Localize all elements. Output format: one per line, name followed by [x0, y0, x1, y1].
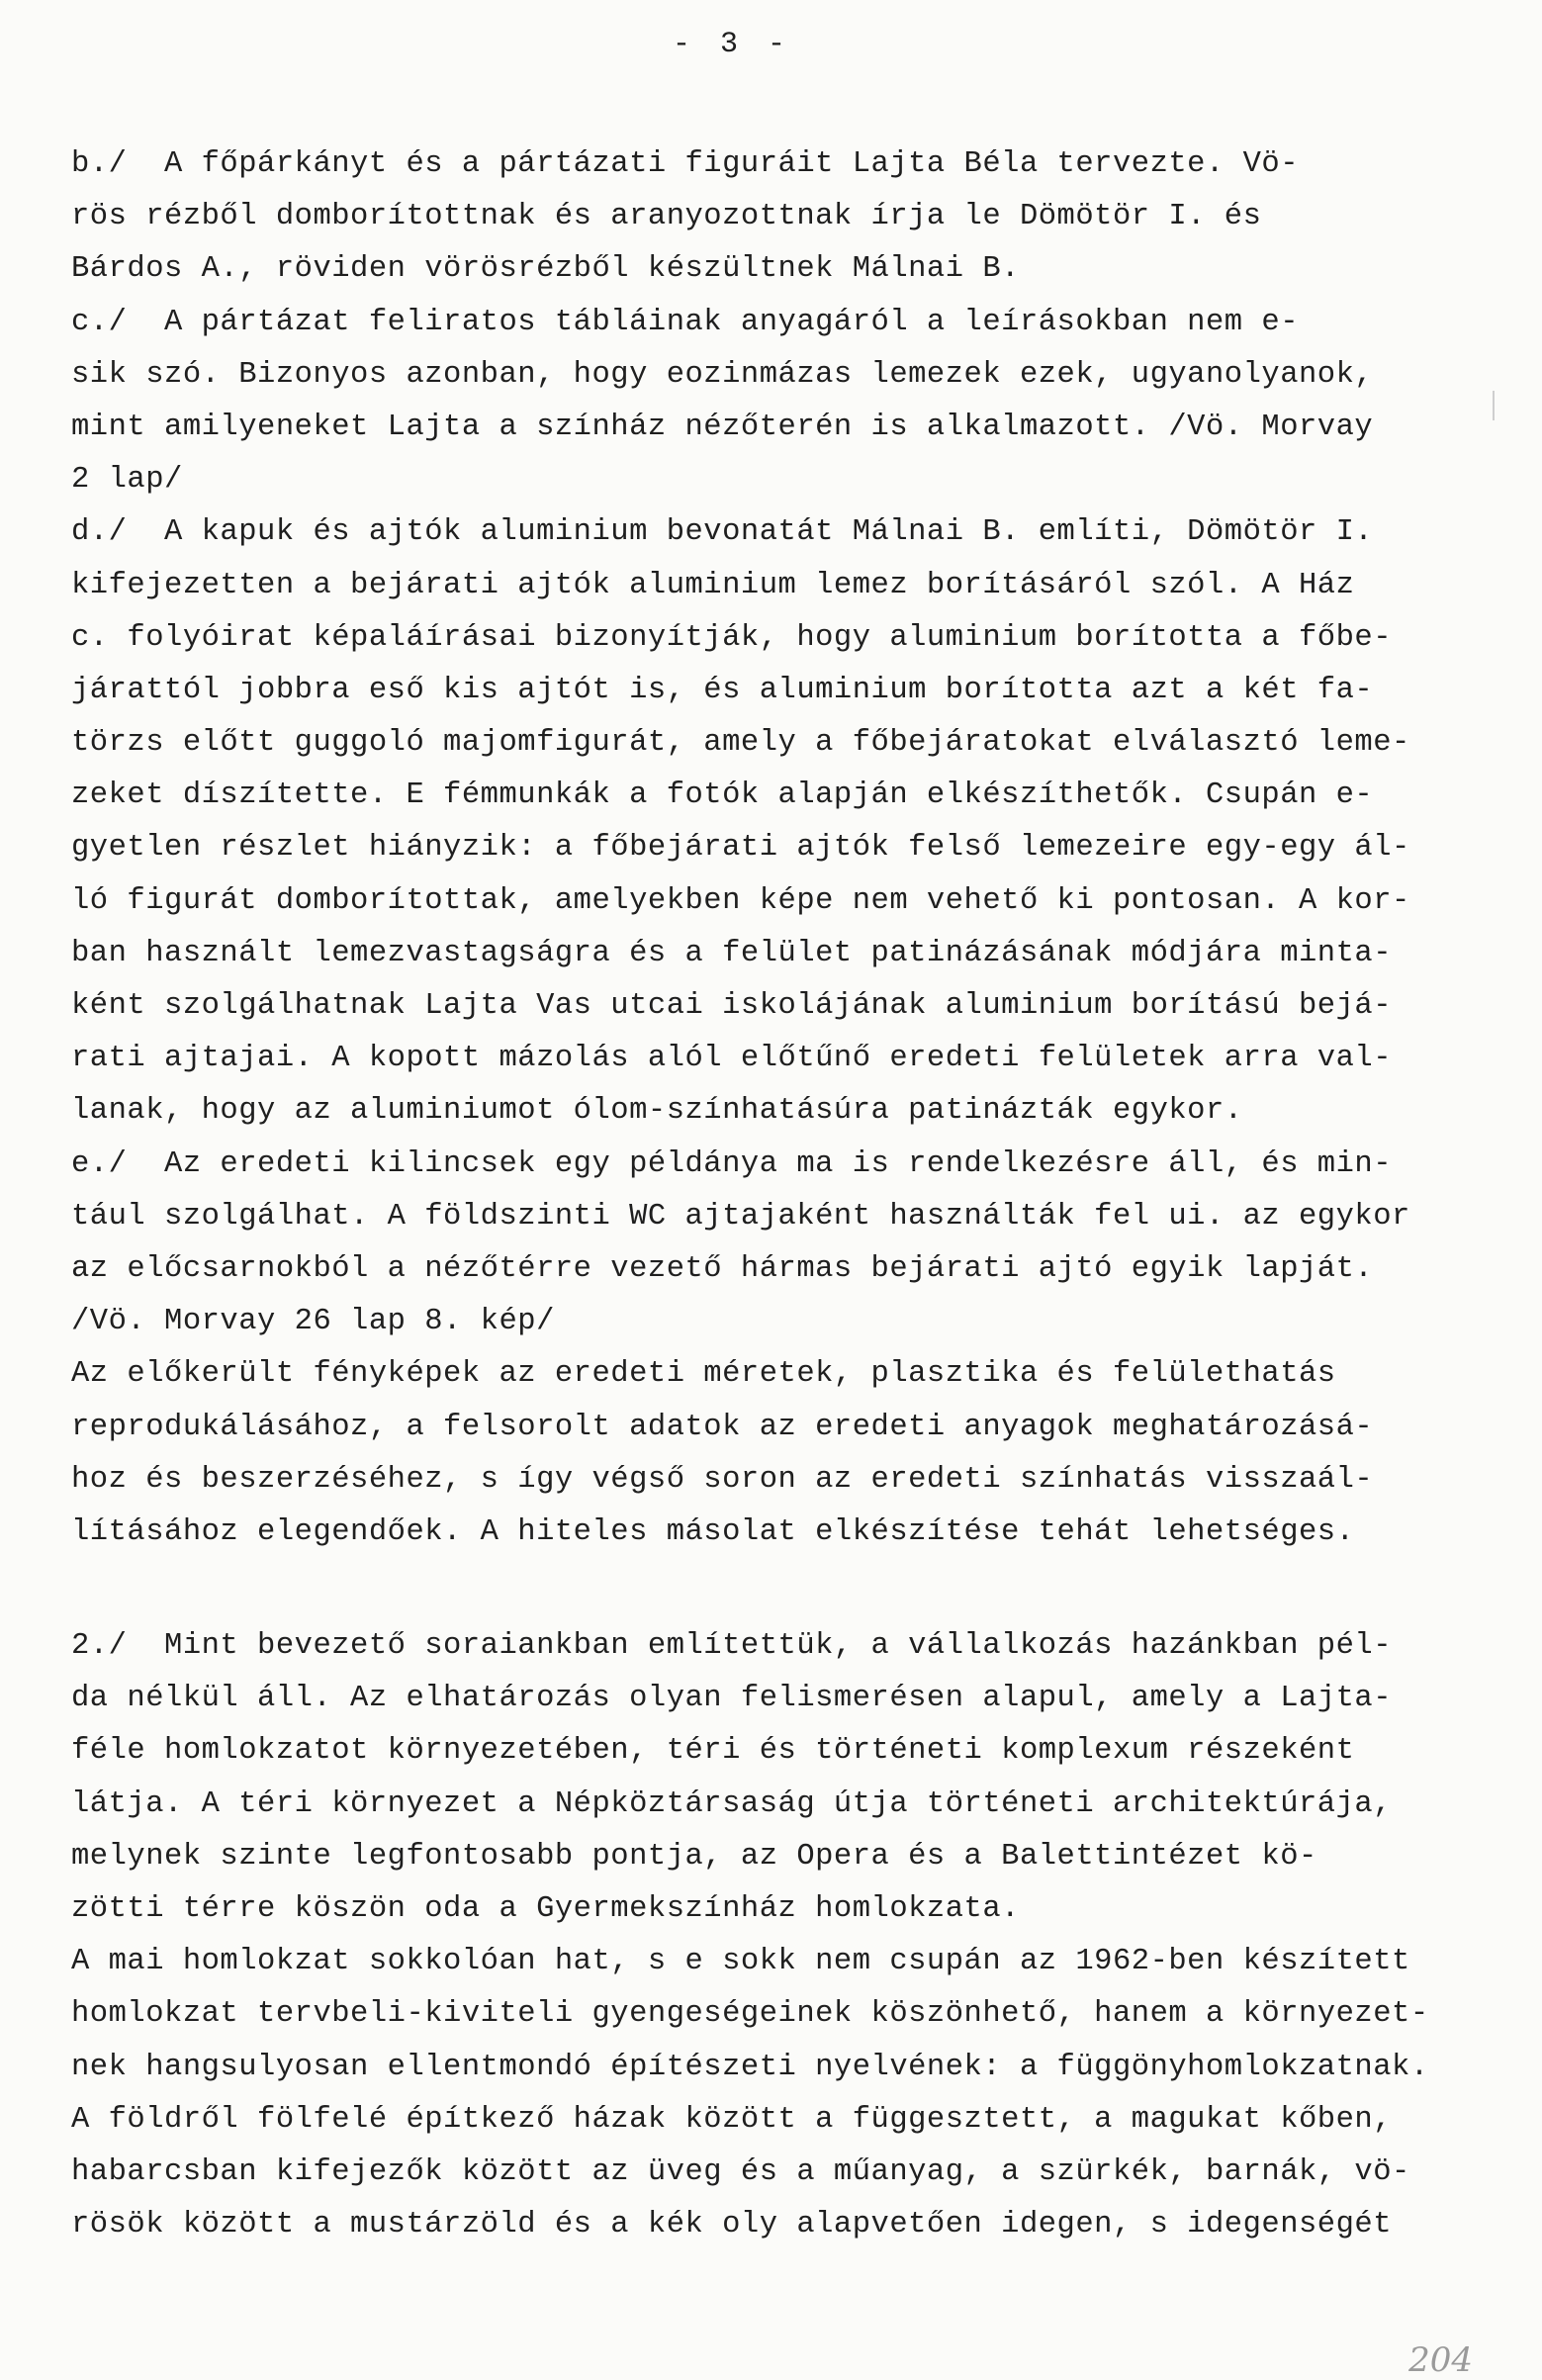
text-line: homlokzat tervbeli-kiviteli gyengeségeinek köszönhető, hanem a környezet-: [71, 1997, 1429, 2032]
text-line: d./ A kapuk és ajtók aluminium bevonatát Málnai B. említi, Dömötör I.: [71, 515, 1374, 550]
text-line: tául szolgálhat. A földszinti WC ajtajaként használták fel ui. az egykor: [71, 1199, 1410, 1234]
text-line: c./ A pártázat feliratos tábláinak anyagáról a leírásokban nem e-: [71, 305, 1299, 339]
text-line: melynek szinte legfontosabb pontja, az Opera és a Balettintézet kö-: [71, 1839, 1317, 1874]
section-b-to-e: [71, 138, 1486, 1559]
text-line: Bárdos A., röviden vörösrézből készültnek Málnai B.: [71, 252, 1020, 287]
text-line: sik szó. Bizonyos azonban, hogy eozinmázas lemezek ezek, ugyanolyanok,: [71, 357, 1374, 392]
text-line: zeket díszítette. E fémmunkák a fotók alapján elkészíthetők. Csupán e-: [71, 778, 1374, 813]
paragraph-gap: [71, 1559, 1486, 1620]
text-line: e./ Az eredeti kilincsek egy példánya ma is rendelkezésre áll, és min-: [71, 1146, 1393, 1181]
text-line: hoz és beszerzéséhez, s így végső soron az eredeti színhatás visszaál-: [71, 1462, 1374, 1497]
text-line: ló figurát domborítottak, amelyekben képe nem vehető ki pontosan. A kor-: [71, 883, 1410, 918]
text-line: rösök között a mustárzöld és a kék oly alapvetően idegen, s idegenségét: [71, 2208, 1393, 2243]
text-line: c. folyóirat képaláírásai bizonyítják, hogy aluminium borította a főbe-: [71, 620, 1393, 655]
margin-mark: [1493, 391, 1495, 420]
text-line: lanak, hogy az aluminiumot ólom-színhatásúra patinázták egykor.: [71, 1094, 1243, 1129]
text-line: ként szolgálhatnak Lajta Vas utcai iskolájának aluminium borítású bejá-: [71, 989, 1393, 1023]
text-line: Az előkerült fényképek az eredeti méretek, plasztika és felülethatás: [71, 1357, 1336, 1392]
body-text: [71, 138, 1486, 2251]
text-line: habarcsban kifejezők között az üveg és a műanyag, a szürkék, barnák, vö-: [71, 2154, 1410, 2189]
text-line: da nélkül áll. Az elhatározás olyan felismerésen alapul, amely a Lajta-: [71, 1682, 1393, 1716]
text-line: rati ajtajai. A kopott mázolás alól előtűnő eredeti felületek arra val-: [71, 1042, 1393, 1076]
text-line: látja. A téri környezet a Népköztársaság útja történeti architektúrája,: [71, 1786, 1393, 1821]
text-line: b./ A főpárkányt és a pártázati figuráit Lajta Béla tervezte. Vö-: [71, 147, 1299, 181]
text-line: nek hangsulyosan ellentmondó építészeti nyelvének: a függönyhomlokzatnak.: [71, 2050, 1429, 2084]
text-line: reprodukálásához, a felsorolt adatok az eredeti anyagok meghatározásá-: [71, 1410, 1374, 1444]
section-2: [71, 1620, 1486, 2251]
text-line: kifejezetten a bejárati ajtók aluminium lemez borításáról szól. A Ház: [71, 568, 1355, 602]
archive-page-mark: 204: [1408, 2340, 1473, 2380]
text-line: az előcsarnokból a nézőtérre vezető hármas bejárati ajtó egyik lapját.: [71, 1251, 1374, 1286]
text-line: rös rézből domborítottnak és aranyozottnak írja le Dömötör I. és: [71, 200, 1262, 234]
text-line: 2 lap/: [71, 463, 183, 498]
text-line: járattól jobbra eső kis ajtót is, és aluminium borította azt a két fa-: [71, 673, 1374, 707]
text-line: ban használt lemezvastagságra és a felület patinázásának módjára minta-: [71, 936, 1393, 970]
text-line: mint amilyeneket Lajta a színház nézőterén is alkalmazott. /Vö. Morvay: [71, 410, 1374, 444]
text-line: törzs előtt guggoló majomfigurát, amely a főbejáratokat elválasztó leme-: [71, 726, 1410, 761]
text-line: 2./ Mint bevezető soraiankban említettük, a vállalkozás hazánkban pél-: [71, 1629, 1393, 1664]
text-line: A mai homlokzat sokkolóan hat, s e sokk nem csupán az 1962-ben készített: [71, 1945, 1410, 1979]
text-line: zötti térre köszön oda a Gyermekszínház homlokzata.: [71, 1892, 1020, 1926]
text-line: gyetlen részlet hiányzik: a főbejárati ajtók felső lemezeire egy-egy ál-: [71, 831, 1410, 866]
text-line: lításához elegendőek. A hiteles másolat elkészítése tehát lehetséges.: [71, 1514, 1355, 1549]
text-line: A földről fölfelé építkező házak között a függesztett, a magukat kőben,: [71, 2102, 1393, 2137]
page-number: - 3 -: [672, 28, 791, 61]
text-line: féle homlokzatot környezetében, téri és történeti komplexum részeként: [71, 1734, 1355, 1769]
text-line: /Vö. Morvay 26 lap 8. kép/: [71, 1305, 555, 1339]
